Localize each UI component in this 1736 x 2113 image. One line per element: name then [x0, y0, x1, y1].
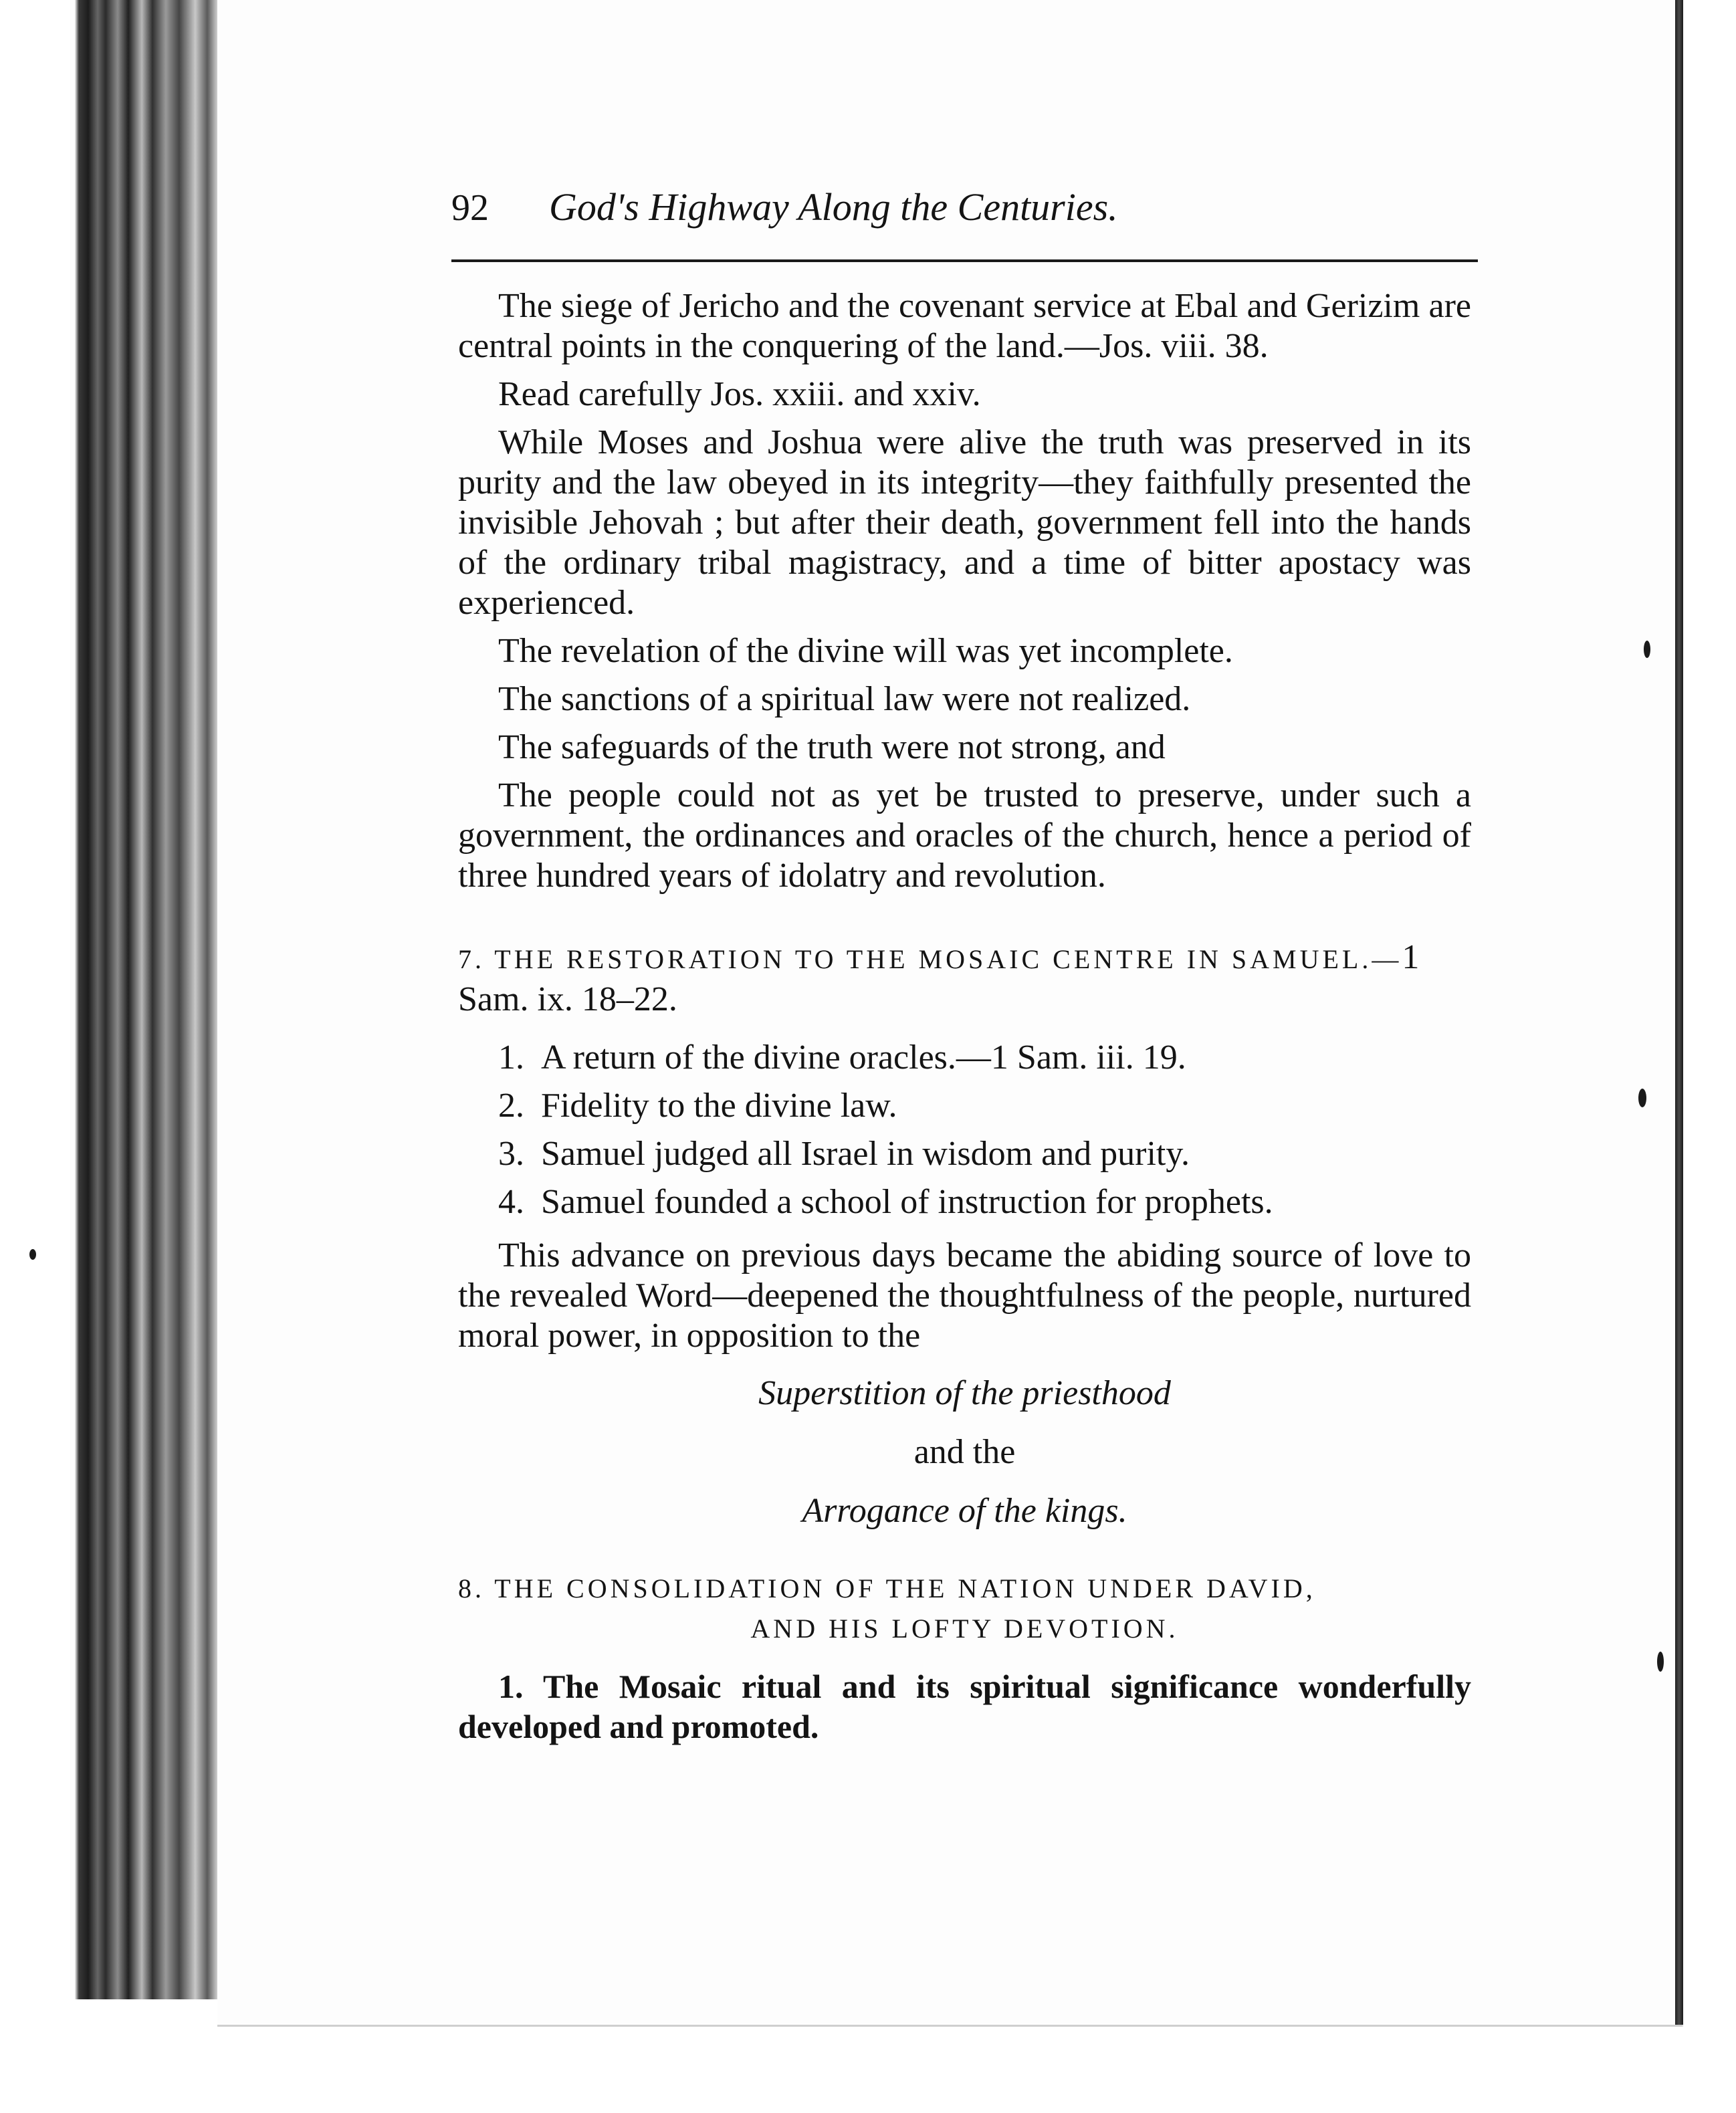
list-number: 2.: [498, 1087, 524, 1125]
section-heading-8: [458, 1569, 1471, 1649]
paragraph: The people could not as yet be trusted to preserve, under such a government, the ordinances and oracles of the church, hence a period of three hundred years of idolatry and revolution.: [458, 776, 1471, 895]
list-text: Samuel founded a school of instruction for prophets.: [541, 1183, 1273, 1221]
scan-speck: [1657, 1652, 1664, 1672]
list-item: [498, 1134, 1471, 1174]
centered-italic-line: Arrogance of the kings.: [802, 1492, 1127, 1530]
section-heading-line: 8. THE CONSOLIDATION OF THE NATION UNDER DAVID,: [458, 1573, 1316, 1603]
section-reference: 1 Sam. ix. 18–22.: [458, 938, 1420, 1018]
running-title: God's Highway Along the Centuries.: [549, 185, 1118, 229]
page-text: [451, 185, 1471, 1755]
scan-bottom-margin: [217, 2027, 1736, 2113]
list-number: 4.: [498, 1183, 524, 1221]
section-heading-text: 7. THE RESTORATION TO THE MOSAIC CENTRE IN SAMUEL.—: [458, 944, 1402, 974]
running-head: [451, 187, 1471, 234]
paragraph: Read carefully Jos. xxiii. and xxiv.: [498, 375, 981, 413]
list-number: 3.: [498, 1135, 524, 1173]
list-item: [498, 1182, 1471, 1222]
paragraph: This advance on previous days became the abiding source of love to the revealed Word—deepened the thoughtfulness of the people, nurtured moral power, in opposition to the: [458, 1236, 1471, 1355]
section-heading-line: AND HIS LOFTY DEVOTION.: [750, 1614, 1179, 1644]
list-text: Samuel judged all Israel in wisdom and purity.: [541, 1135, 1190, 1173]
header-rule: [451, 259, 1478, 262]
list-item: [498, 1086, 1471, 1126]
numbered-list: [458, 1038, 1471, 1222]
paragraph: The sanctions of a spiritual law were not realized.: [498, 680, 1191, 718]
centered-italic-line: Superstition of the priesthood: [758, 1374, 1171, 1412]
page-number: 92: [451, 187, 489, 229]
centered-line: and the: [913, 1433, 1016, 1471]
scan-speck: [29, 1249, 36, 1260]
scan-speck: [1638, 1089, 1646, 1107]
paragraph: 1. The Mosaic ritual and its spiritual significance wonderfully developed and promoted.: [458, 1668, 1471, 1745]
book-spine: [75, 0, 227, 1999]
page-right-edge: [1675, 0, 1683, 2025]
list-text: Fidelity to the divine law.: [541, 1087, 897, 1125]
paragraph: The safeguards of the truth were not strong, and: [498, 728, 1166, 766]
list-number: 1.: [498, 1038, 524, 1077]
paragraph: While Moses and Joshua were alive the truth was preserved in its purity and the law obeyed in its integrity—they faithfully presented the invisible Jehovah ; but after their death, government fell into the hands of the ordinary tribal magistracy, and a time of bitter apostacy was experienced.: [458, 423, 1471, 622]
section-heading-7: [458, 937, 1471, 1022]
scan-right-margin: [1683, 0, 1736, 2113]
paragraph: The revelation of the divine will was yet incomplete.: [498, 632, 1233, 670]
paragraph: The siege of Jericho and the covenant service at Ebal and Gerizim are central points in the conquering of the land.—Jos. viii. 38.: [458, 287, 1471, 365]
list-text: A return of the divine oracles.—1 Sam. iii. 19.: [541, 1038, 1186, 1077]
list-item: [498, 1038, 1471, 1078]
scan-speck: [1644, 641, 1650, 658]
